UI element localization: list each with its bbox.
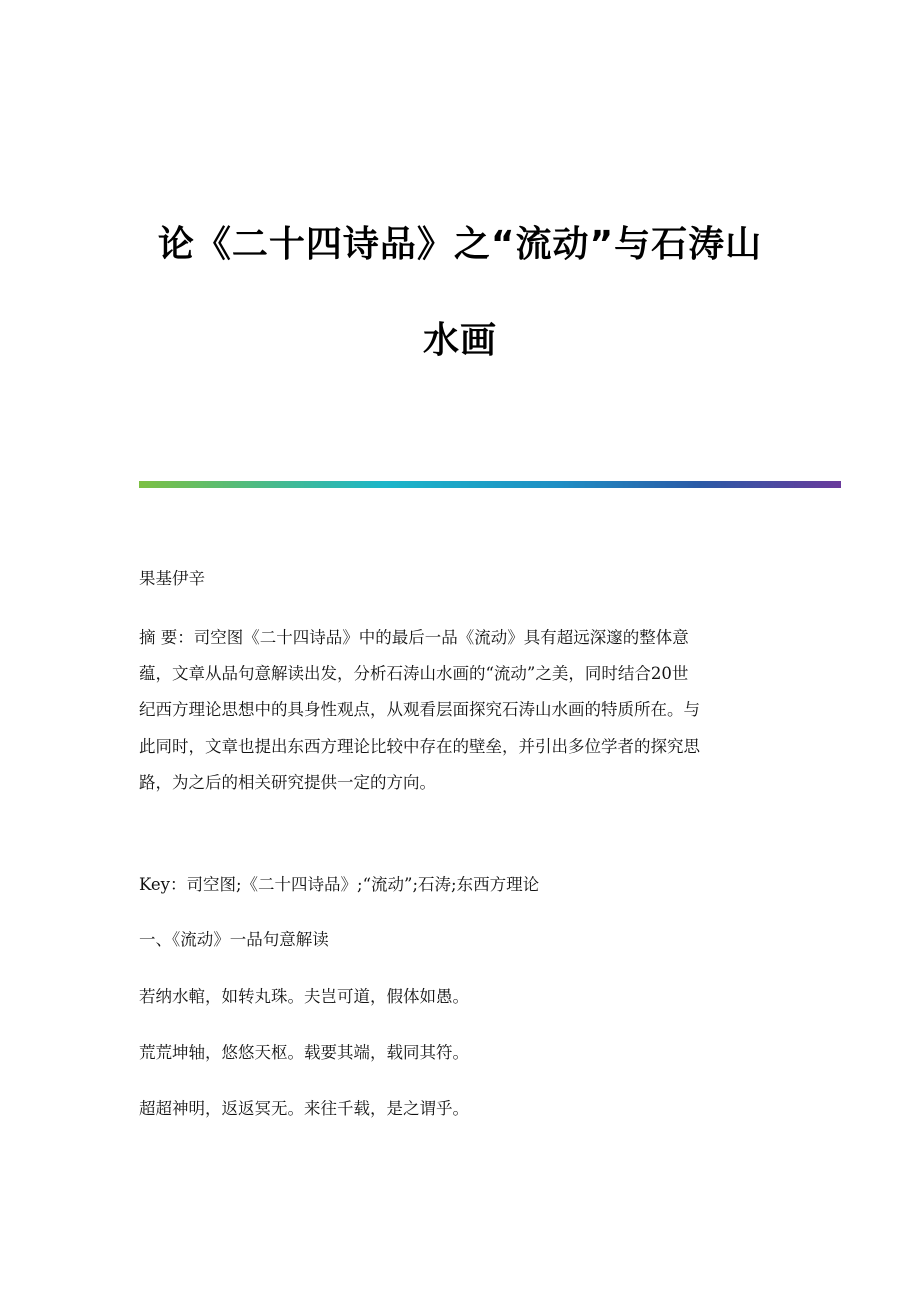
document-title-line-2: 水画 xyxy=(422,320,497,361)
poem-line-1: 若纳水輨，如转丸珠。夫岂可道，假体如愚。 xyxy=(139,987,469,1006)
author-name: 果基伊辛 xyxy=(139,569,205,588)
poem-line-3: 超超神明，返返冥无。来往千载，是之谓乎。 xyxy=(139,1099,469,1118)
abstract-line: 摘 要：司空图《二十四诗品》中的最后一品《流动》具有超远深邃的整体意 xyxy=(139,628,689,647)
abstract-line: 纪西方理论思想中的具身性观点，从观看层面探究石涛山水画的特质所在。与 xyxy=(139,700,700,720)
title-divider-gradient xyxy=(139,481,841,488)
document-title-line-1: 论《二十四诗品》之“流动”与石涛山 xyxy=(157,224,763,265)
abstract-line: 路，为之后的相关研究提供一定的方向。 xyxy=(139,772,436,792)
abstract-paragraph xyxy=(139,620,779,801)
abstract-line: 蕴，文章从品句意解读出发，分析石涛山水画的“流动”之美，同时结合20世 xyxy=(139,664,689,684)
abstract-line: 此同时，文章也提出东西方理论比较中存在的壁垒，并引出多位学者的探究思 xyxy=(139,736,700,756)
keywords-line: Key：司空图;《二十四诗品》;“流动”;石涛;东西方理论 xyxy=(139,875,540,894)
poem-line-2: 荒荒坤轴，悠悠天枢。载要其端，载同其符。 xyxy=(139,1043,469,1062)
section-heading-1: 一、《流动》一品句意解读 xyxy=(139,930,329,949)
